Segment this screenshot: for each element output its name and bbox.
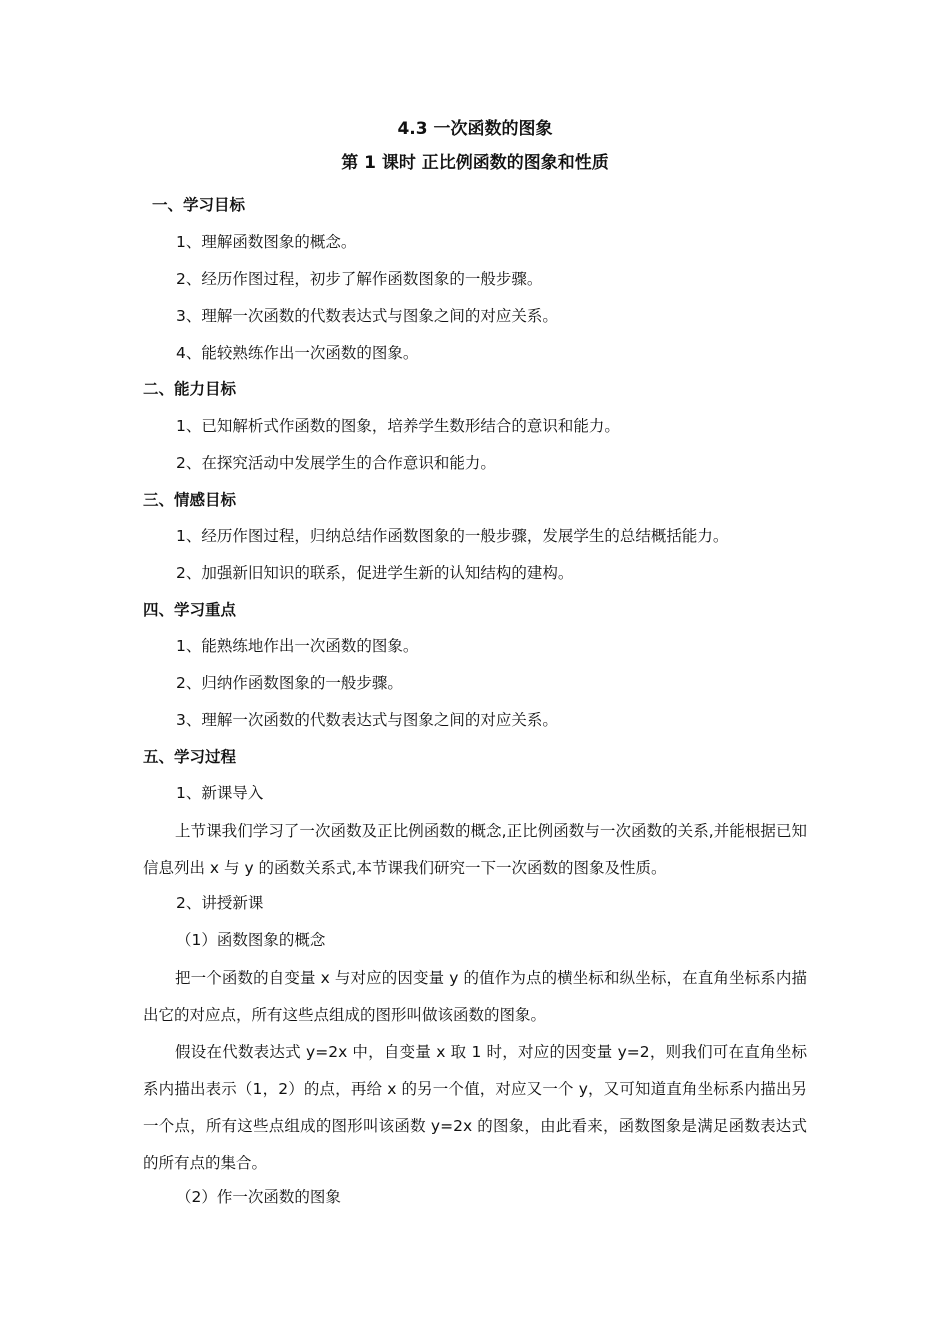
- section-heading-key-points: 四、学习重点: [143, 601, 237, 619]
- section-heading-emotion-goals: 三、情感目标: [143, 491, 237, 509]
- list-item: 3、理解一次函数的代数表达式与图象之间的对应关系。: [176, 711, 558, 729]
- subsection-label: （2）作一次函数的图象: [176, 1188, 341, 1206]
- list-item: 1、经历作图过程，归纳总结作函数图象的一般步骤，发展学生的总结概括能力。: [176, 527, 729, 545]
- list-item: 1、已知解析式作函数的图象，培养学生数形结合的意识和能力。: [176, 417, 620, 435]
- list-item: 2、归纳作函数图象的一般步骤。: [176, 674, 403, 692]
- step-label: 1、新课导入: [176, 784, 264, 802]
- list-item: 1、能熟练地作出一次函数的图象。: [176, 637, 419, 655]
- list-item: 1、理解函数图象的概念。: [176, 233, 357, 251]
- document-title: 4.3 一次函数的图象: [397, 119, 553, 139]
- section-heading-ability-goals: 二、能力目标: [143, 380, 237, 398]
- list-item: 3、理解一次函数的代数表达式与图象之间的对应关系。: [176, 307, 558, 325]
- list-item: 2、在探究活动中发展学生的合作意识和能力。: [176, 454, 496, 472]
- concept-paragraph: 把一个函数的自变量 x 与对应的因变量 y 的值作为点的横坐标和纵坐标，在直角坐标系内描出它的对应点，所有这些点组成的图形叫做该函数的图象。: [143, 969, 807, 1024]
- list-item: 2、经历作图过程，初步了解作函数图象的一般步骤。: [176, 270, 543, 288]
- list-item: 2、加强新旧知识的联系，促进学生新的认知结构的建构。: [176, 564, 574, 582]
- subsection-label: （1）函数图象的概念: [176, 931, 326, 949]
- step-label: 2、讲授新课: [176, 894, 264, 912]
- section-heading-learning-process: 五、学习过程: [143, 748, 237, 766]
- example-paragraph: 假设在代数表达式 y=2x 中，自变量 x 取 1 时，对应的因变量 y=2，则我们可在直角坐标系内描出表示（1，2）的点，再给 x 的另一个值，对应又一个 y，又可知道直角坐标系内描出另一个点，所有这些点组成的图形叫该函数 y=2x 的图象，由此看来，函数图象是满足函数表达式的所有点的集合。: [143, 1043, 807, 1172]
- intro-paragraph: 上节课我们学习了一次函数及正比例函数的概念,正比例函数与一次函数的关系,并能根据已知信息列出 x 与 y 的函数关系式,本节课我们研究一下一次函数的图象及性质。: [143, 822, 807, 877]
- section-heading-learning-goals: 一、学习目标: [152, 196, 246, 214]
- list-item: 4、能较熟练作出一次函数的图象。: [176, 344, 419, 362]
- document-subtitle: 第 1 课时 正比例函数的图象和性质: [341, 153, 609, 173]
